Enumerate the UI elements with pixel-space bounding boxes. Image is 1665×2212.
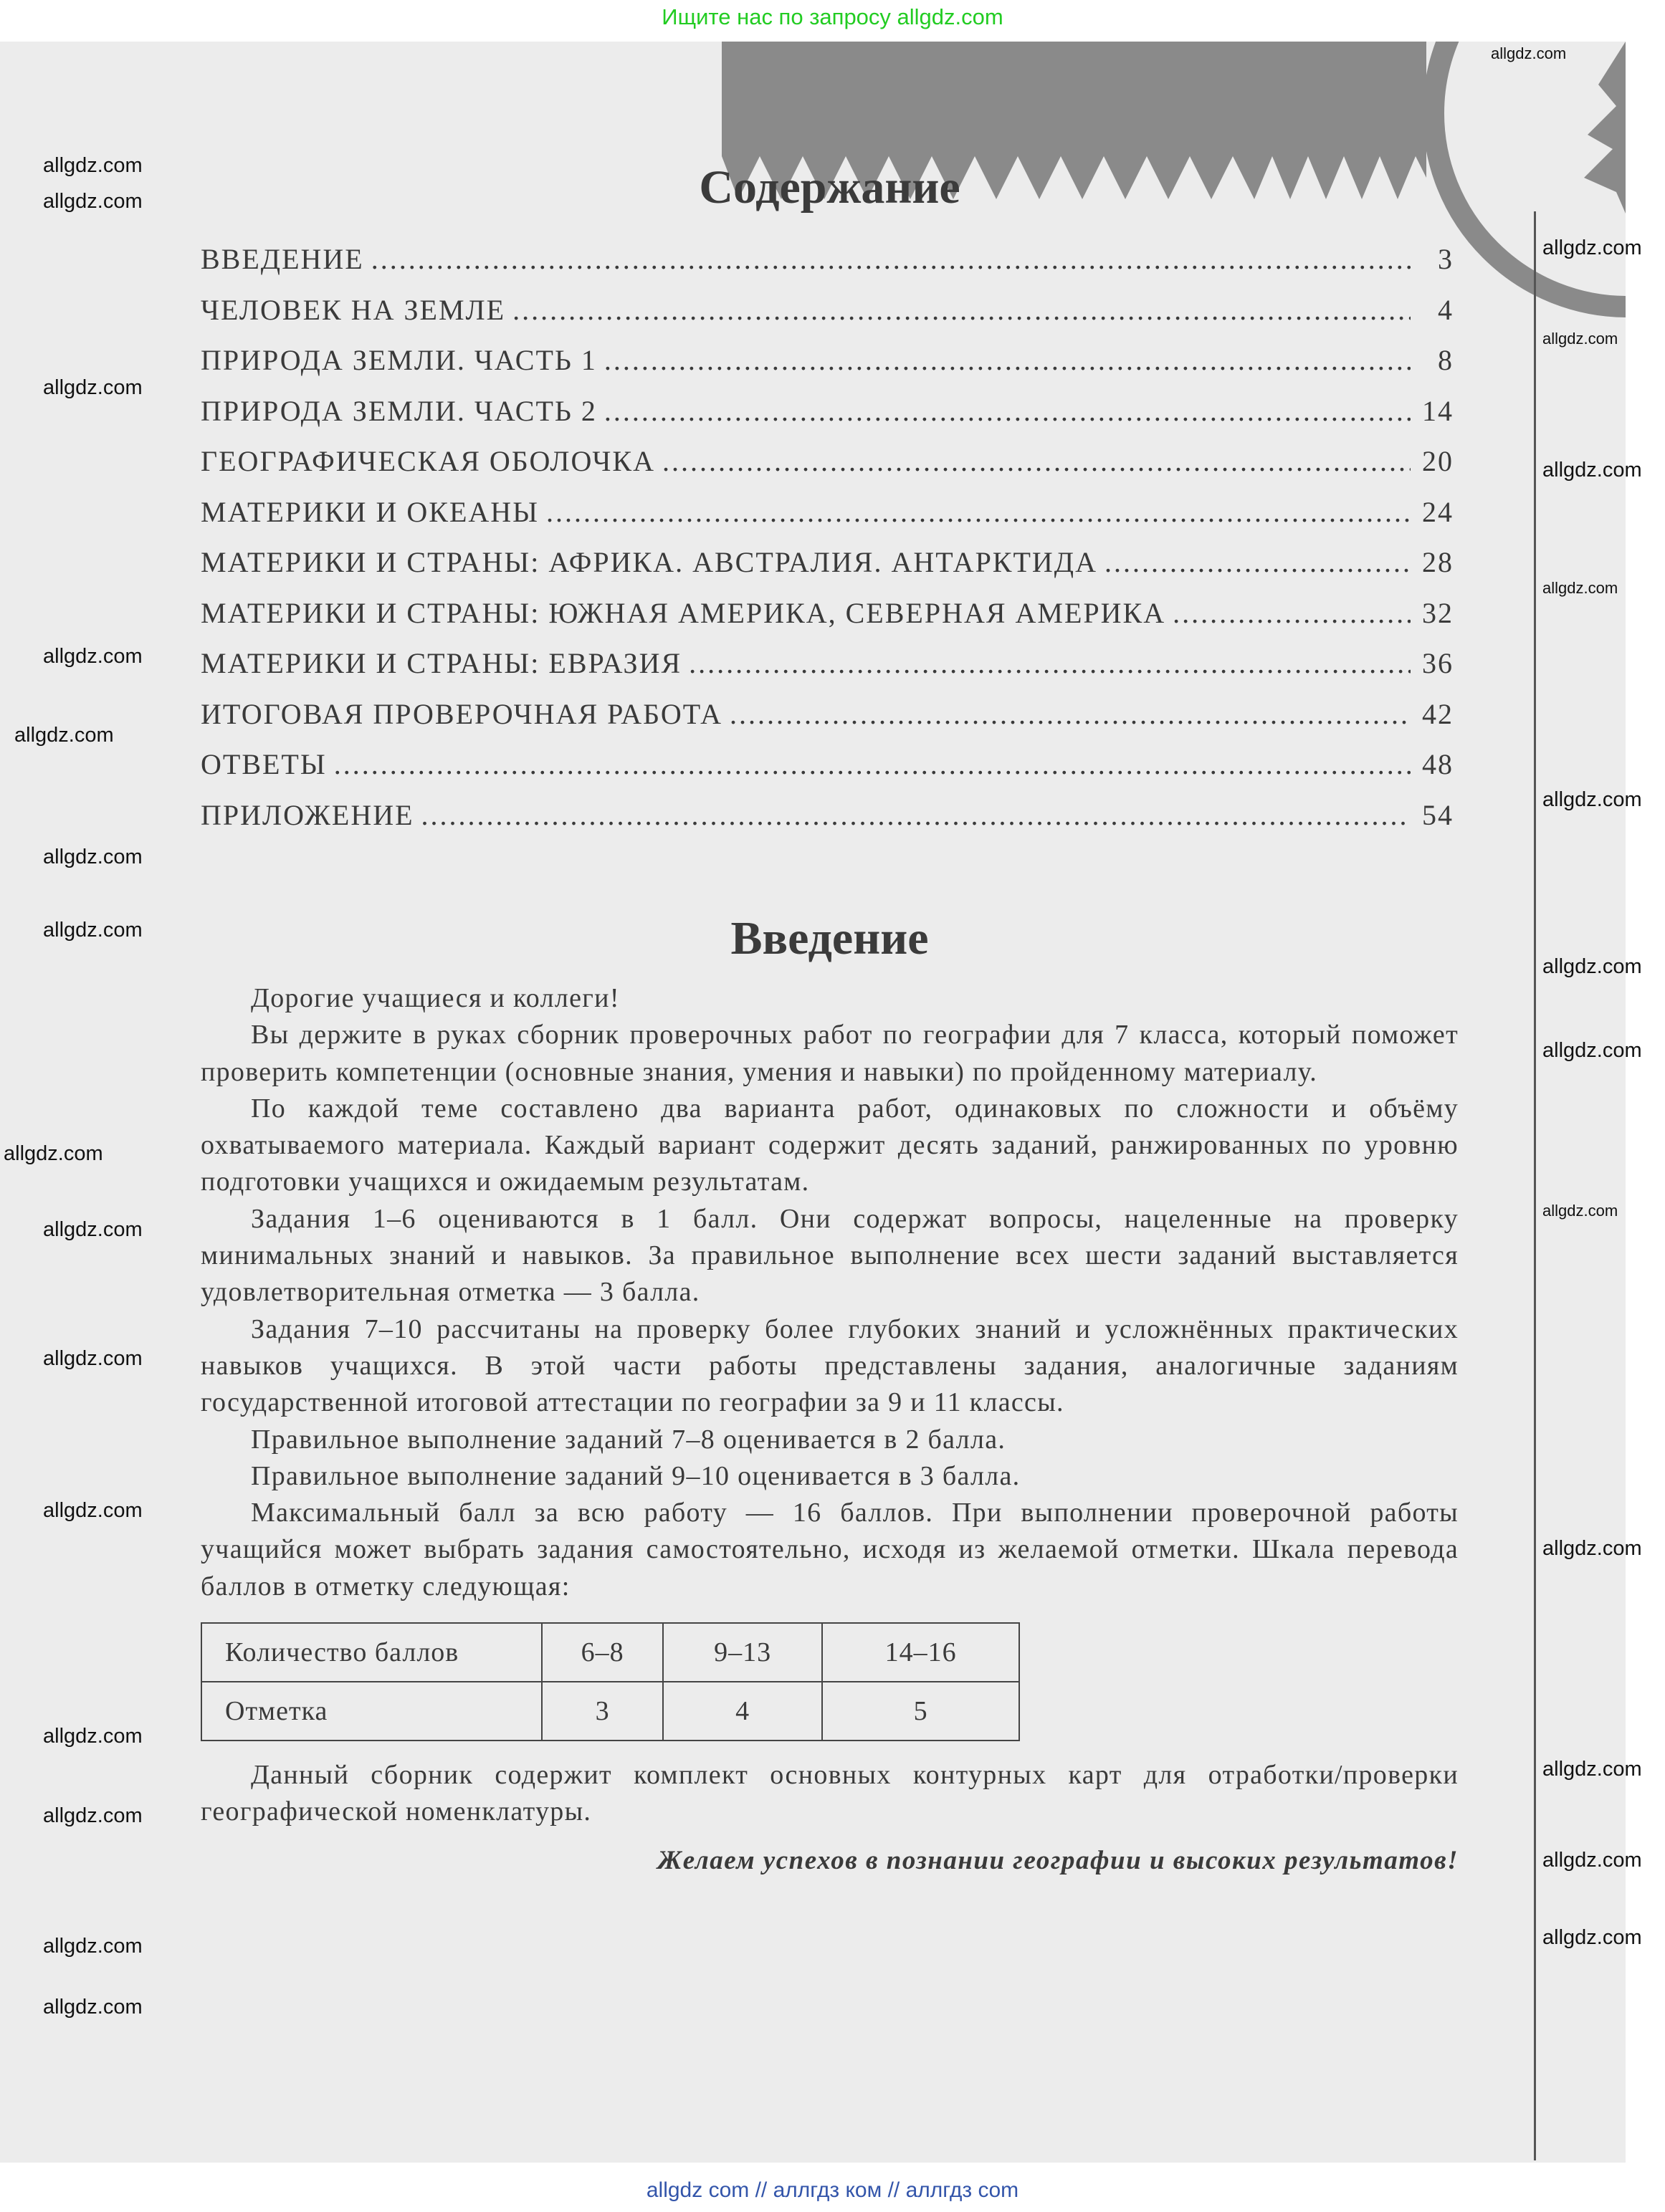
table-row — [201, 1682, 1019, 1741]
toc-entry[interactable] — [201, 242, 1454, 293]
table-cell: 5 — [822, 1682, 1019, 1741]
toc-page-number: 8 — [1438, 344, 1454, 376]
toc-entry[interactable] — [201, 394, 1454, 445]
table-cell: Отметка — [201, 1682, 542, 1741]
toc-entry-label: ИТОГОВАЯ ПРОВЕРОЧНАЯ РАБОТА — [201, 697, 723, 730]
toc-leader-dots — [730, 697, 1411, 731]
watermark: allgdz.com — [43, 1218, 143, 1241]
watermark: allgdz.com — [1542, 1758, 1642, 1781]
toc-leader-dots — [371, 242, 1411, 276]
watermark: allgdz.com — [43, 1935, 143, 1958]
closing-wish: Желаем успехов в познании географии и высоких результатов! — [657, 1845, 1459, 1875]
toc-page-number: 14 — [1422, 394, 1454, 427]
toc-entry[interactable] — [201, 444, 1454, 495]
toc-entry-label: МАТЕРИКИ И ОКЕАНЫ — [201, 495, 540, 528]
toc-entry-label: МАТЕРИКИ И СТРАНЫ: АФРИКА. АВСТРАЛИЯ. АНТАРКТИДА — [201, 546, 1097, 578]
watermark: allgdz.com — [1542, 1849, 1642, 1872]
toc-entry[interactable] — [201, 747, 1454, 798]
watermark: allgdz.com — [1542, 330, 1618, 348]
toc-leader-dots — [662, 444, 1411, 478]
watermark: allgdz.com — [14, 724, 114, 747]
table-of-contents — [201, 242, 1454, 848]
paragraph: Правильное выполнение заданий 9–10 оценивается в 3 балла. — [251, 1460, 1021, 1491]
toc-leader-dots — [546, 495, 1411, 529]
paragraph: Задания 1–6 оцениваются в 1 балл. Они содержат вопросы, нацеленные на проверку минимальных знаний и навыков. За правильное выполнение всех шести заданий выставляется удовлетворительная отметка — 3 балла. — [201, 1203, 1459, 1308]
contents-title: Содержание — [699, 161, 960, 214]
toc-page-number: 54 — [1422, 798, 1454, 831]
watermark: allgdz.com — [43, 846, 143, 868]
toc-page-number: 42 — [1422, 697, 1454, 730]
toc-entry[interactable] — [201, 798, 1454, 849]
toc-leader-dots — [689, 646, 1411, 680]
footer-links[interactable]: allgdz com // аллгдз ком // аллгдз com — [646, 2178, 1019, 2202]
watermark: allgdz.com — [1542, 1537, 1642, 1560]
toc-entry[interactable] — [201, 545, 1454, 596]
paragraph: Максимальный балл за всю работу — 16 баллов. При выполнении проверочной работы учащийся может выбрать задания самостоятельно, исходя из желаемой отметки. Шкала перевода баллов в отметку следующая: — [201, 1498, 1459, 1601]
toc-leader-dots — [1105, 545, 1411, 579]
watermark: allgdz.com — [43, 919, 143, 942]
toc-leader-dots — [1173, 596, 1411, 630]
toc-page-number: 3 — [1438, 243, 1454, 275]
watermark: allgdz.com — [43, 1725, 143, 1748]
watermark: allgdz.com — [1542, 1039, 1642, 1062]
watermark: allgdz.com — [43, 376, 143, 399]
toc-entry[interactable] — [201, 343, 1454, 394]
introduction-text — [201, 980, 1459, 1605]
table-cell: 3 — [542, 1682, 663, 1741]
toc-entry-label: МАТЕРИКИ И СТРАНЫ: ЕВРАЗИЯ — [201, 647, 682, 679]
paragraph: По каждой теме составлено два варианта работ, одинаковых по сложности и объёму охватываемого материала. Каждый вариант содержит десять заданий, ранжированных по уровню подготовки учащихся и ожидаемым результатам. — [201, 1093, 1459, 1197]
table-cell: Количество баллов — [201, 1623, 542, 1682]
toc-entry[interactable] — [201, 646, 1454, 697]
table-cell: 14–16 — [822, 1623, 1019, 1682]
contents-section — [201, 159, 1459, 848]
watermark: allgdz.com — [4, 1142, 103, 1165]
paragraph: Задания 7–10 рассчитаны на проверку более глубоких знаний и усложнённых практических навыков учащихся. В этой части работы представлены задания, аналогичные заданиям государственной итоговой аттестации по географии за 9 и 11 классы. — [201, 1313, 1459, 1418]
toc-page-number: 4 — [1438, 293, 1454, 326]
paragraph: Дорогие учащиеся и коллеги! — [251, 983, 620, 1013]
watermark: allgdz.com — [1491, 44, 1567, 62]
toc-entry-label: ГЕОГРАФИЧЕСКАЯ ОБОЛОЧКА — [201, 445, 655, 477]
toc-entry-label: ПРИЛОЖЕНИЕ — [201, 798, 414, 831]
paragraph: Данный сборник содержит комплект основных контурных карт для отработки/проверки географической номенклатуры. — [201, 1760, 1459, 1827]
watermark: allgdz.com — [1542, 1926, 1642, 1949]
table-cell: 4 — [663, 1682, 822, 1741]
introduction-section — [201, 910, 1459, 1876]
grading-scale-table — [201, 1622, 1020, 1741]
watermark: allgdz.com — [1542, 1202, 1618, 1220]
watermark: allgdz.com — [1542, 459, 1642, 482]
watermark: allgdz.com — [1542, 955, 1642, 978]
paragraph: Правильное выполнение заданий 7–8 оценивается в 2 балла. — [251, 1424, 1006, 1455]
search-banner[interactable]: Ищите нас по запросу allgdz.com — [662, 4, 1003, 29]
toc-leader-dots — [512, 293, 1411, 327]
watermark: allgdz.com — [43, 190, 143, 213]
toc-entry[interactable] — [201, 495, 1454, 546]
toc-leader-dots — [604, 394, 1411, 428]
toc-page-number: 36 — [1422, 647, 1454, 679]
toc-page-number: 28 — [1422, 546, 1454, 578]
watermark: allgdz.com — [43, 1804, 143, 1827]
toc-page-number: 24 — [1422, 495, 1454, 528]
toc-leader-dots — [334, 747, 1411, 781]
watermark: allgdz.com — [1542, 236, 1642, 259]
table-cell: 9–13 — [663, 1623, 822, 1682]
toc-page-number: 20 — [1422, 445, 1454, 477]
introduction-title: Введение — [730, 912, 929, 964]
closing-text — [201, 1757, 1459, 1831]
toc-entry-label: ОТВЕТЫ — [201, 748, 327, 780]
toc-entry-label: ЧЕЛОВЕК НА ЗЕМЛЕ — [201, 293, 506, 326]
margin-rule — [1534, 211, 1536, 2160]
toc-entry[interactable] — [201, 596, 1454, 647]
paragraph: Вы держите в руках сборник проверочных работ по географии для 7 класса, который поможет проверить компетенции (основные знания, умения и навыки) по пройденному материалу. — [201, 1020, 1459, 1087]
toc-entry-label: ВВЕДЕНИЕ — [201, 243, 364, 275]
table-cell: 6–8 — [542, 1623, 663, 1682]
watermark: allgdz.com — [43, 1347, 143, 1370]
toc-entry-label: ПРИРОДА ЗЕМЛИ. ЧАСТЬ 1 — [201, 344, 597, 376]
watermark: allgdz.com — [43, 1996, 143, 2019]
toc-leader-dots — [421, 798, 1411, 832]
watermark: allgdz.com — [1542, 579, 1618, 597]
table-row — [201, 1623, 1019, 1682]
toc-page-number: 32 — [1422, 596, 1454, 629]
watermark: allgdz.com — [43, 1499, 143, 1522]
toc-entry-label: ПРИРОДА ЗЕМЛИ. ЧАСТЬ 2 — [201, 394, 597, 427]
watermark: allgdz.com — [1542, 788, 1642, 811]
toc-entry[interactable] — [201, 697, 1454, 748]
toc-page-number: 48 — [1422, 748, 1454, 780]
watermark: allgdz.com — [43, 645, 143, 668]
toc-leader-dots — [604, 343, 1411, 377]
watermark: allgdz.com — [43, 154, 143, 177]
toc-entry[interactable] — [201, 293, 1454, 344]
toc-entry-label: МАТЕРИКИ И СТРАНЫ: ЮЖНАЯ АМЕРИКА, СЕВЕРНАЯ АМЕРИКА — [201, 596, 1166, 629]
